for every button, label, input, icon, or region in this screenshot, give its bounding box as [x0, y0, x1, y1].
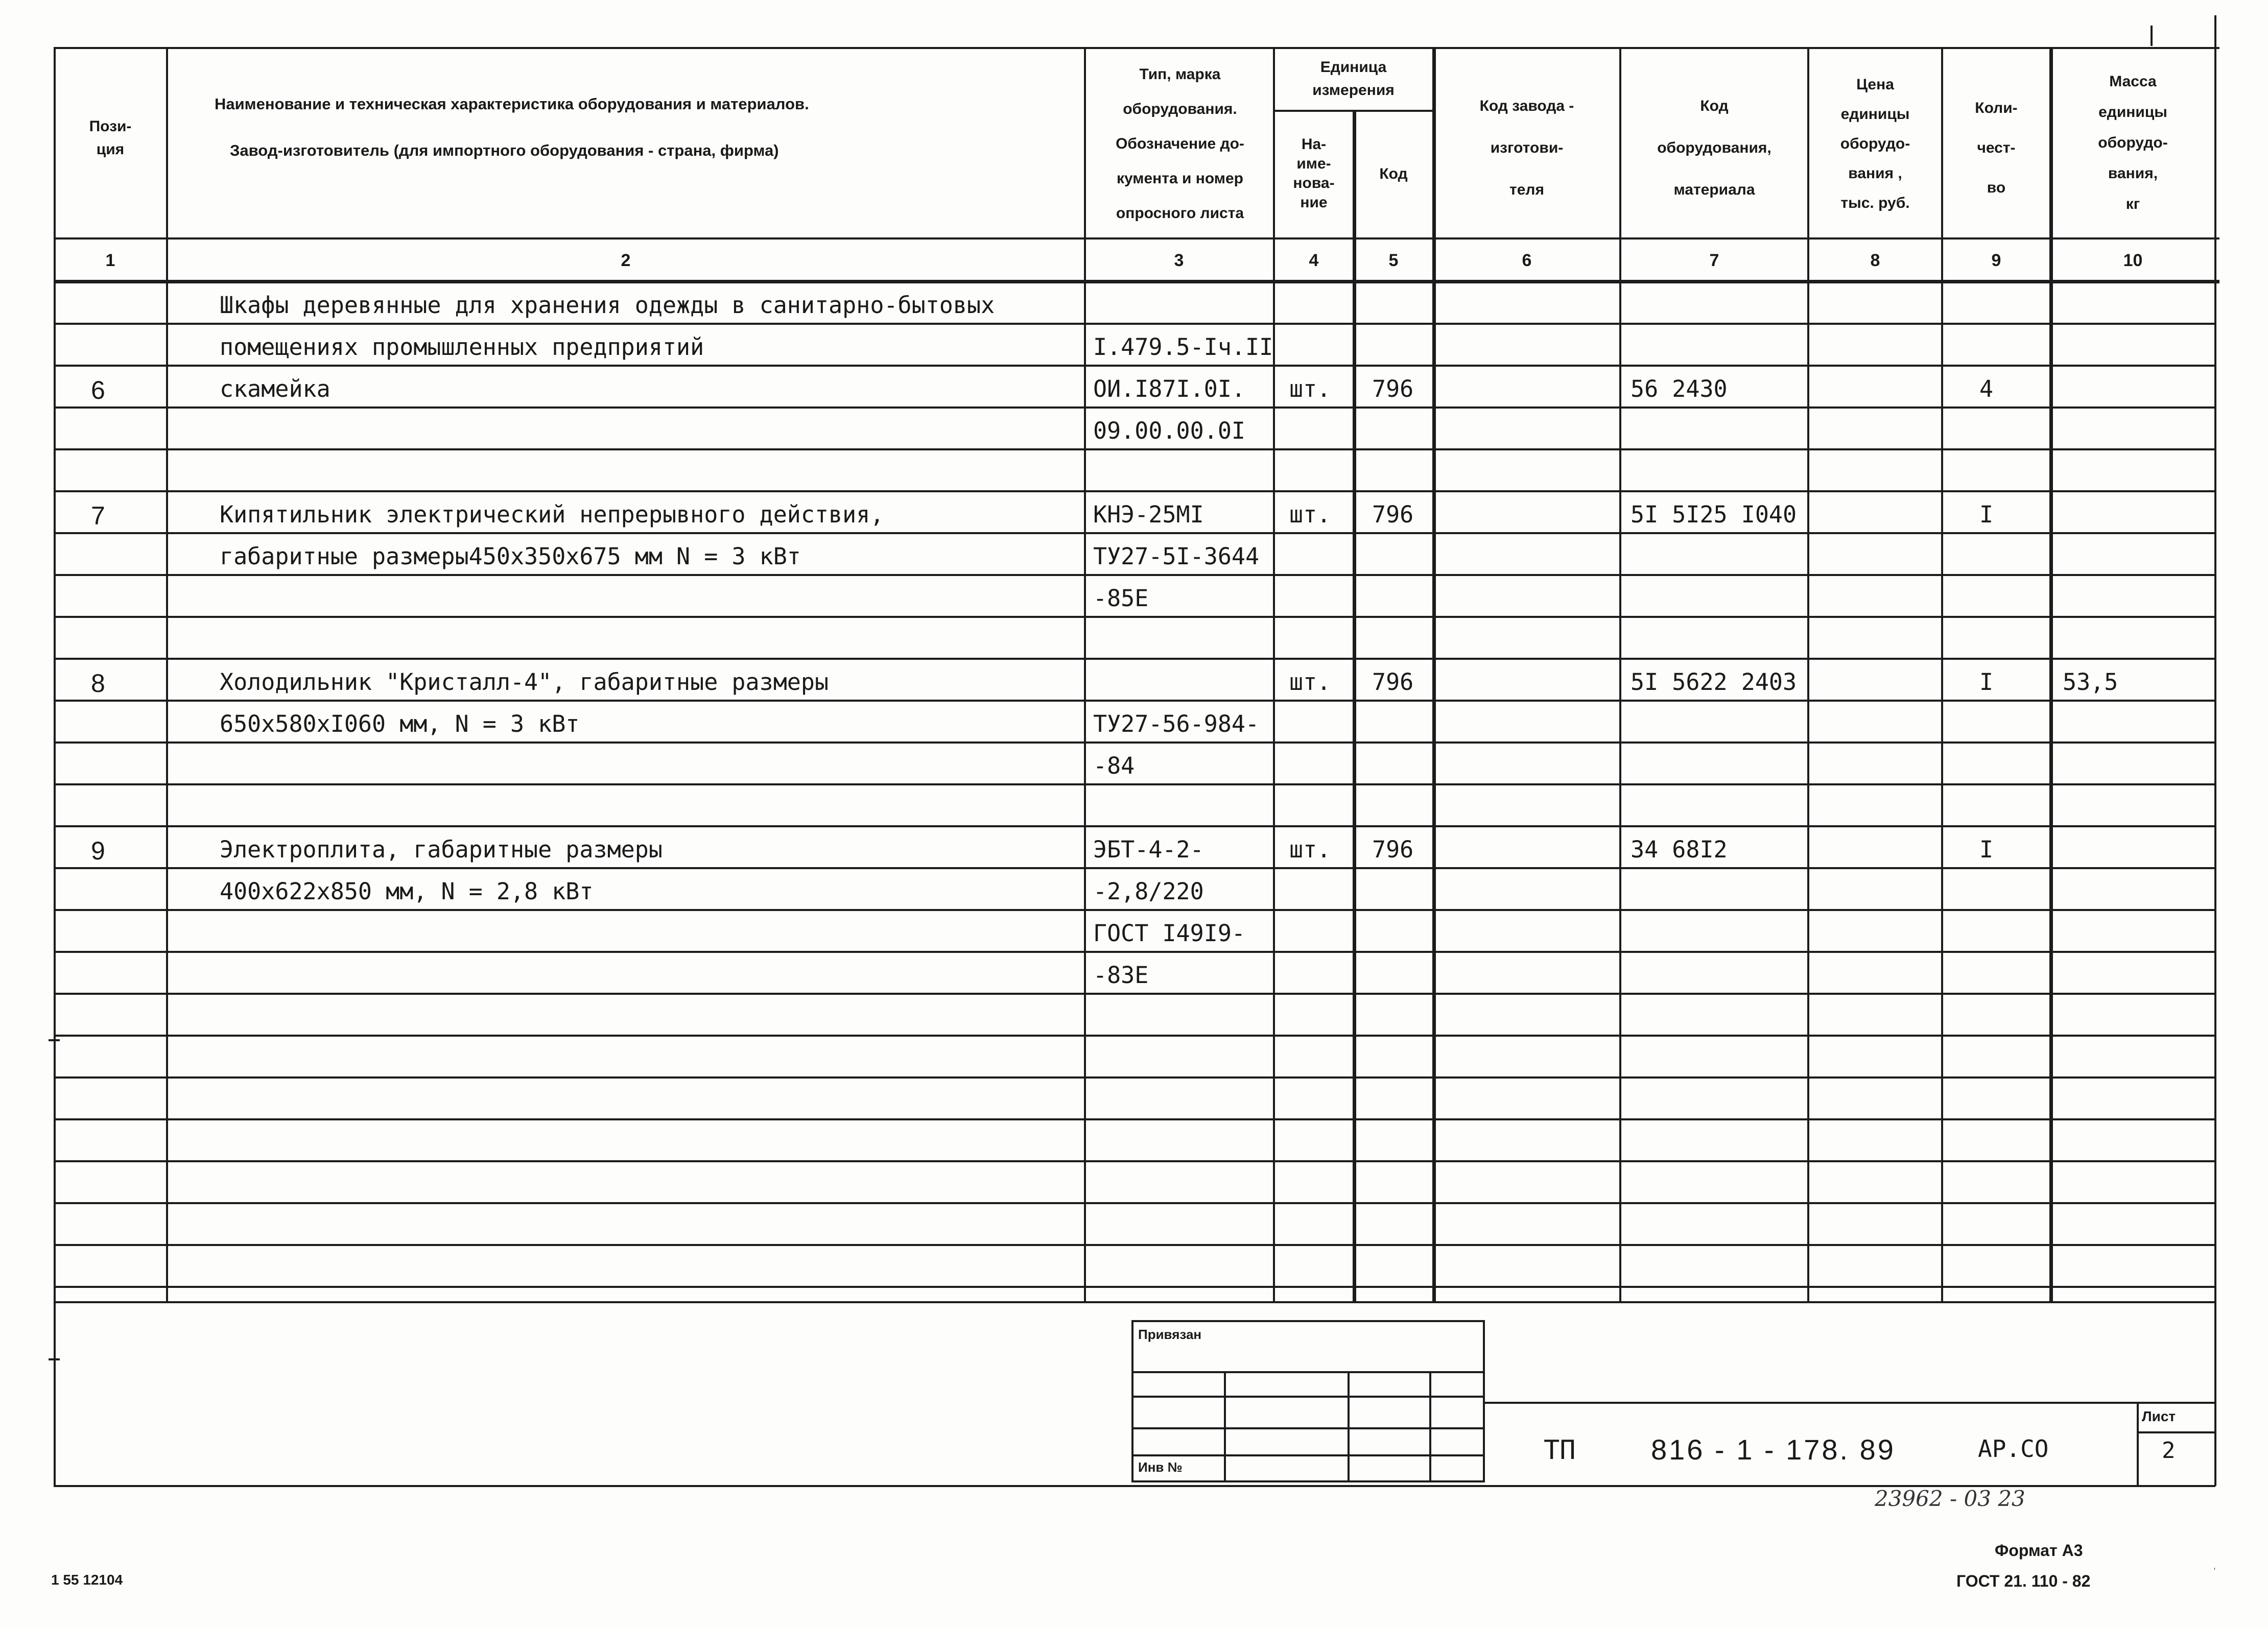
header-unit-name: На- име- нова- ние: [1293, 136, 1335, 211]
quantity-cell: I: [1979, 668, 1994, 696]
type-cell: -85Е: [1093, 585, 1149, 612]
col-divider: [166, 47, 168, 1301]
row-line: [54, 448, 2214, 450]
row-line: [54, 867, 2214, 869]
row-line: [54, 951, 2214, 953]
mass-cell: 53,5: [2063, 668, 2118, 696]
row-line: [54, 616, 2214, 618]
margin-tick: [2151, 26, 2153, 46]
inv-no-label: Инв №: [1138, 1459, 1183, 1475]
privyazan-line: [1131, 1371, 1485, 1373]
type-cell: -2,8/220: [1093, 878, 1204, 905]
privyazan-box: [1131, 1320, 1485, 1482]
privyazan-line: [1131, 1427, 1485, 1429]
unit-subheader-line: [1273, 110, 1432, 112]
privyazan-line: [1131, 1454, 1485, 1456]
row-line: [54, 532, 2214, 534]
quantity-cell: I: [1979, 836, 1994, 863]
header-name-line2: Завод-изготовитель (для импортного оборудования - страна, фирма): [230, 141, 779, 159]
doc-code: АР.СО: [1978, 1435, 2049, 1463]
unit-name-cell: шт.: [1289, 668, 1331, 696]
col-divider: [1353, 110, 1356, 1301]
name-cell: 400x622x850 мм, N = 2,8 кВт: [220, 878, 594, 905]
type-cell: ОИ.I87I.0I.: [1093, 375, 1246, 402]
name-cell: Холодильник "Кристалл-4", габаритные размеры: [220, 668, 829, 696]
row-line: [54, 574, 2214, 576]
colnum-10: 10: [2123, 250, 2143, 270]
row-line: [54, 783, 2214, 785]
name-cell: Электроплита, габаритные размеры: [220, 836, 663, 863]
row-line: [54, 1202, 2214, 1204]
col-divider: [1941, 47, 1943, 1301]
row-line: [54, 406, 2214, 409]
colnum-4: 4: [1309, 250, 1319, 270]
colnum-9: 9: [1991, 250, 2001, 270]
row-line: [54, 1076, 2214, 1079]
format-label: Формат А3: [1995, 1541, 2083, 1560]
unit-name-cell: шт.: [1289, 375, 1331, 402]
row-line: [54, 909, 2214, 911]
name-cell: скамейка: [220, 375, 330, 402]
header-name-line1: Наименование и техническая характеристика оборудования и материалов.: [215, 95, 809, 113]
handwritten-number: 23962 - 03 23: [1875, 1486, 2025, 1511]
position-cell: 9: [91, 836, 105, 865]
name-cell: 650x580xI060 мм, N = 3 кВт: [220, 710, 580, 737]
row-line: [54, 1035, 2214, 1037]
row-line: [54, 1160, 2214, 1162]
equip-code-cell: 5I 5622 2403: [1631, 668, 1797, 696]
row-line: [54, 365, 2214, 367]
type-cell: -83Е: [1093, 962, 1149, 989]
row-line: [54, 825, 2214, 827]
col-divider: [1619, 47, 1621, 1301]
col-divider: [2049, 47, 2053, 1301]
colnum-1: 1: [105, 250, 115, 270]
header-type: Тип, марка оборудования. Обозначение до- кумента и номер опросного листа: [1116, 66, 1244, 222]
colnum-2: 2: [621, 250, 631, 270]
privyazan-divider: [1348, 1371, 1350, 1482]
equip-code-cell: 34 68I2: [1631, 836, 1728, 863]
type-cell: 09.00.00.0I: [1093, 417, 1246, 444]
type-cell: -84: [1093, 752, 1135, 779]
row-line: [54, 323, 2214, 325]
sheet-number: 2: [2162, 1438, 2176, 1464]
row-line: [54, 993, 2214, 995]
privyazan-label: Привязан: [1138, 1327, 1202, 1342]
colnum-7: 7: [1709, 250, 1719, 270]
type-cell: КНЭ-25МI: [1093, 501, 1204, 528]
margin-tick: [49, 1039, 60, 1041]
colnum-row-top: [54, 237, 2219, 240]
sheet-label: Лист: [2142, 1408, 2176, 1424]
col-divider: [1432, 47, 1436, 1301]
type-cell: ЭБТ-4-2-: [1093, 836, 1204, 863]
type-cell: I.479.5-Iч.II: [1093, 333, 1273, 361]
col-divider: [1084, 47, 1086, 1301]
header-unit-code: Код: [1379, 165, 1408, 182]
unit-name-cell: шт.: [1289, 836, 1331, 863]
row-line: [54, 700, 2214, 702]
row-line: [54, 1286, 2214, 1288]
sheet-divider: [2137, 1402, 2139, 1485]
col-divider: [1273, 47, 1275, 1301]
header-equip-code: Код оборудования, материала: [1657, 98, 1771, 198]
margin-tick: [2214, 15, 2216, 47]
unit-code-cell: 796: [1372, 668, 1414, 696]
header-position: Пози- ция: [89, 118, 132, 158]
doc-number: 816 - 1 - 178. 89: [1651, 1433, 1896, 1466]
row-line: [54, 741, 2214, 744]
colnum-3: 3: [1174, 250, 1184, 270]
header-unit: Единица измерения: [1312, 59, 1395, 99]
equip-code-cell: 56 2430: [1631, 375, 1728, 402]
type-cell: ТУ27-56-984-: [1093, 710, 1260, 737]
margin-tick: [49, 1358, 60, 1360]
header-mass: Масса единицы оборудо- вания, кг: [2098, 73, 2168, 212]
col-divider: [1807, 47, 1809, 1301]
header-plant-code: Код завода - изготови- теля: [1479, 98, 1574, 198]
gost-label: ГОСТ 21. 110 - 82: [1956, 1572, 2091, 1590]
position-cell: 8: [91, 669, 105, 698]
quantity-cell: 4: [1979, 375, 1994, 402]
privyazan-divider: [1429, 1371, 1431, 1482]
name-cell: Шкафы деревянные для хранения одежды в санитарно-бытовых: [220, 292, 995, 319]
position-cell: 6: [91, 376, 105, 404]
sheet-label-line: [2137, 1431, 2214, 1433]
unit-code-cell: 796: [1372, 375, 1414, 402]
margin-tick: [2214, 1568, 2215, 1570]
row-line: [54, 658, 2214, 660]
frame-left-border: [54, 47, 56, 1485]
header-quantity: Коли- чест- во: [1975, 100, 2018, 196]
unit-code-cell: 796: [1372, 836, 1414, 863]
name-cell: помещениях промышленных предприятий: [220, 333, 704, 361]
position-cell: 7: [91, 501, 105, 530]
privyazan-divider: [1224, 1371, 1226, 1482]
stamp-top-line: [1485, 1402, 2214, 1404]
row-line: [54, 1244, 2214, 1246]
colnum-8: 8: [1870, 250, 1880, 270]
unit-code-cell: 796: [1372, 501, 1414, 528]
type-cell: ТУ27-5I-3644: [1093, 543, 1260, 570]
table-bottom-border: [54, 1301, 2214, 1303]
header-price: Цена единицы оборудо- вания , тыс. руб.: [1840, 76, 1910, 211]
unit-name-cell: шт.: [1289, 501, 1331, 528]
equip-code-cell: 5I 5I25 I040: [1631, 501, 1797, 528]
table-top-border: [54, 47, 2219, 49]
row-line: [54, 1118, 2214, 1120]
row-line: [54, 490, 2214, 492]
quantity-cell: I: [1979, 501, 1994, 528]
colnum-5: 5: [1388, 250, 1399, 270]
colnum-6: 6: [1522, 250, 1532, 270]
tp-label: ТП: [1544, 1435, 1576, 1466]
frame-right-border: [2214, 42, 2216, 1486]
name-cell: габаритные размеры450x350x675 мм N = 3 кВт: [220, 543, 801, 570]
name-cell: Кипятильник электрический непрерывного действия,: [220, 501, 884, 528]
privyazan-line: [1131, 1396, 1485, 1398]
type-cell: ГОСТ I49I9-: [1093, 920, 1246, 947]
left-code: 1 55 12104: [51, 1572, 123, 1588]
